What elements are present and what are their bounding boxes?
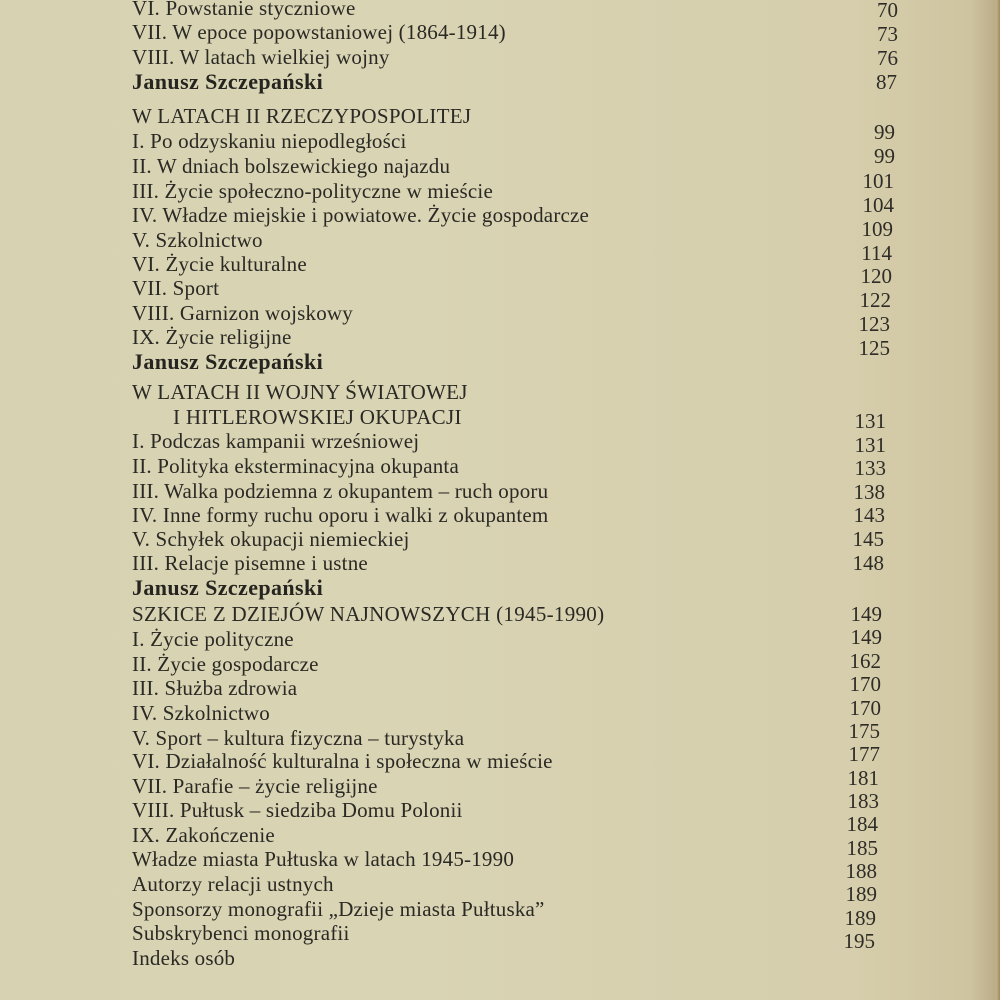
toc-page-number: 143 (853, 503, 885, 527)
toc-page-number: 123 (858, 312, 890, 336)
author-name: Janusz Szczepański (132, 349, 324, 374)
toc-page-number: 125 (858, 336, 890, 360)
toc-entry-title: V. Szkolnictwo (132, 228, 263, 252)
book-spine-edge (996, 0, 1000, 1000)
toc-entry-title: Autorzy relacji ustnych (132, 872, 334, 896)
toc-entry-title: I. Życie polityczne (132, 627, 294, 651)
toc-entry-title: VI. Działalność kulturalna i społeczna w mieście (132, 749, 553, 773)
toc-entry-title: Sponsorzy monografii „Dzieje miasta Pułtuska” (132, 897, 545, 921)
toc-entry-title: IV. Szkolnictwo (132, 701, 270, 725)
toc-entry-title: VIII. W latach wielkiej wojny (132, 45, 390, 69)
toc-page-number: 170 (849, 672, 881, 696)
toc-entry-title: IV. Inne formy ruchu oporu i walki z okupantem (132, 503, 549, 527)
toc-page-number: 131 (854, 433, 886, 457)
toc-page-number: 162 (849, 649, 881, 673)
toc-entry-title: I. Po odzyskaniu niepodległości (132, 129, 407, 153)
toc-page-number: 99 (874, 144, 895, 168)
toc-entry-title: Subskrybenci monografii (132, 921, 350, 945)
toc-page-number: 87 (876, 70, 897, 94)
toc-page-number: 185 (846, 836, 878, 860)
toc-page-number: 183 (847, 789, 879, 813)
toc-entry-title: Władze miasta Pułtuska w latach 1945-1990 (132, 847, 515, 871)
toc-page-number: 138 (853, 480, 885, 504)
toc-page-number: 170 (849, 696, 881, 720)
section-heading-continued: I HITLEROWSKIEJ OKUPACJI (173, 405, 462, 429)
toc-entry-title: VIII. Garnizon wojskowy (132, 301, 353, 325)
toc-page-number: 189 (845, 882, 877, 906)
toc-page-number: 175 (848, 719, 880, 743)
toc-page-number: 120 (860, 264, 892, 288)
toc-entry-title: Indeks osób (132, 946, 236, 970)
toc-page-number: 133 (854, 456, 886, 480)
toc-entry-title: VII. Sport (132, 276, 220, 300)
toc-page-number: 122 (859, 288, 891, 312)
toc-entry-title: VII. Parafie – życie religijne (132, 774, 378, 798)
toc-entry-title: I. Podczas kampanii wrześniowej (132, 429, 420, 453)
toc-page-number: 149 (850, 625, 882, 649)
toc-page-number: 195 (843, 929, 875, 953)
toc-page-number: 101 (862, 169, 894, 193)
toc-entry-title: VI. Powstanie styczniowe (132, 0, 356, 20)
toc-entry-title: VIII. Pułtusk – siedziba Domu Polonii (132, 798, 463, 822)
toc-page-number: 109 (861, 217, 893, 241)
toc-page-number: 189 (844, 906, 876, 930)
toc-entry-title: III. Życie społeczno-polityczne w mieście (132, 179, 493, 203)
toc-entry-title: II. W dniach bolszewickiego najazdu (132, 154, 451, 178)
toc-entry-title: IX. Życie religijne (132, 325, 292, 349)
toc-entry-title: V. Schyłek okupacji niemieckiej (132, 527, 410, 551)
toc-entry-title: VI. Życie kulturalne (132, 252, 307, 276)
author-name: Janusz Szczepański (132, 575, 324, 600)
toc-entry-title: II. Polityka eksterminacyjna okupanta (132, 454, 459, 478)
toc-page-number: 145 (852, 527, 884, 551)
toc-page-number: 104 (862, 193, 894, 217)
toc-entry-title: II. Życie gospodarcze (132, 652, 319, 676)
toc-page-number: 149 (850, 602, 882, 626)
toc-page-number: 99 (874, 120, 895, 144)
toc-page-number: 114 (861, 241, 892, 265)
toc-entry-title: III. Służba zdrowia (132, 676, 298, 700)
toc-entry-title: IX. Zakończenie (132, 823, 275, 847)
toc-page-number: 177 (848, 742, 880, 766)
toc-page-number: 184 (846, 812, 878, 836)
toc-entry-title: VII. W epoce popowstaniowej (1864-1914) (132, 20, 506, 44)
toc-page-number: 131 (854, 409, 886, 433)
toc-page-number: 148 (852, 551, 884, 575)
toc-entry-title: III. Relacje pisemne i ustne (132, 551, 368, 575)
section-heading: W LATACH II WOJNY ŚWIATOWEJ (132, 380, 468, 404)
toc-entry-title: IV. Władze miejskie i powiatowe. Życie gospodarcze (132, 203, 590, 227)
author-name: Janusz Szczepański (132, 69, 324, 94)
toc-page-number: 181 (847, 766, 879, 790)
section-heading: SZKICE Z DZIEJÓW NAJNOWSZYCH (1945-1990) (132, 602, 605, 626)
toc-page-number: 70 (877, 0, 898, 22)
toc-entry-title: V. Sport – kultura fizyczna – turystyka (132, 726, 465, 750)
toc-entry-title: III. Walka podziemna z okupantem – ruch oporu (132, 479, 549, 503)
section-heading: W LATACH II RZECZYPOSPOLITEJ (132, 104, 472, 128)
toc-page-number: 76 (877, 46, 898, 70)
toc-page-number: 73 (877, 22, 898, 46)
toc-page-number: 188 (845, 859, 877, 883)
